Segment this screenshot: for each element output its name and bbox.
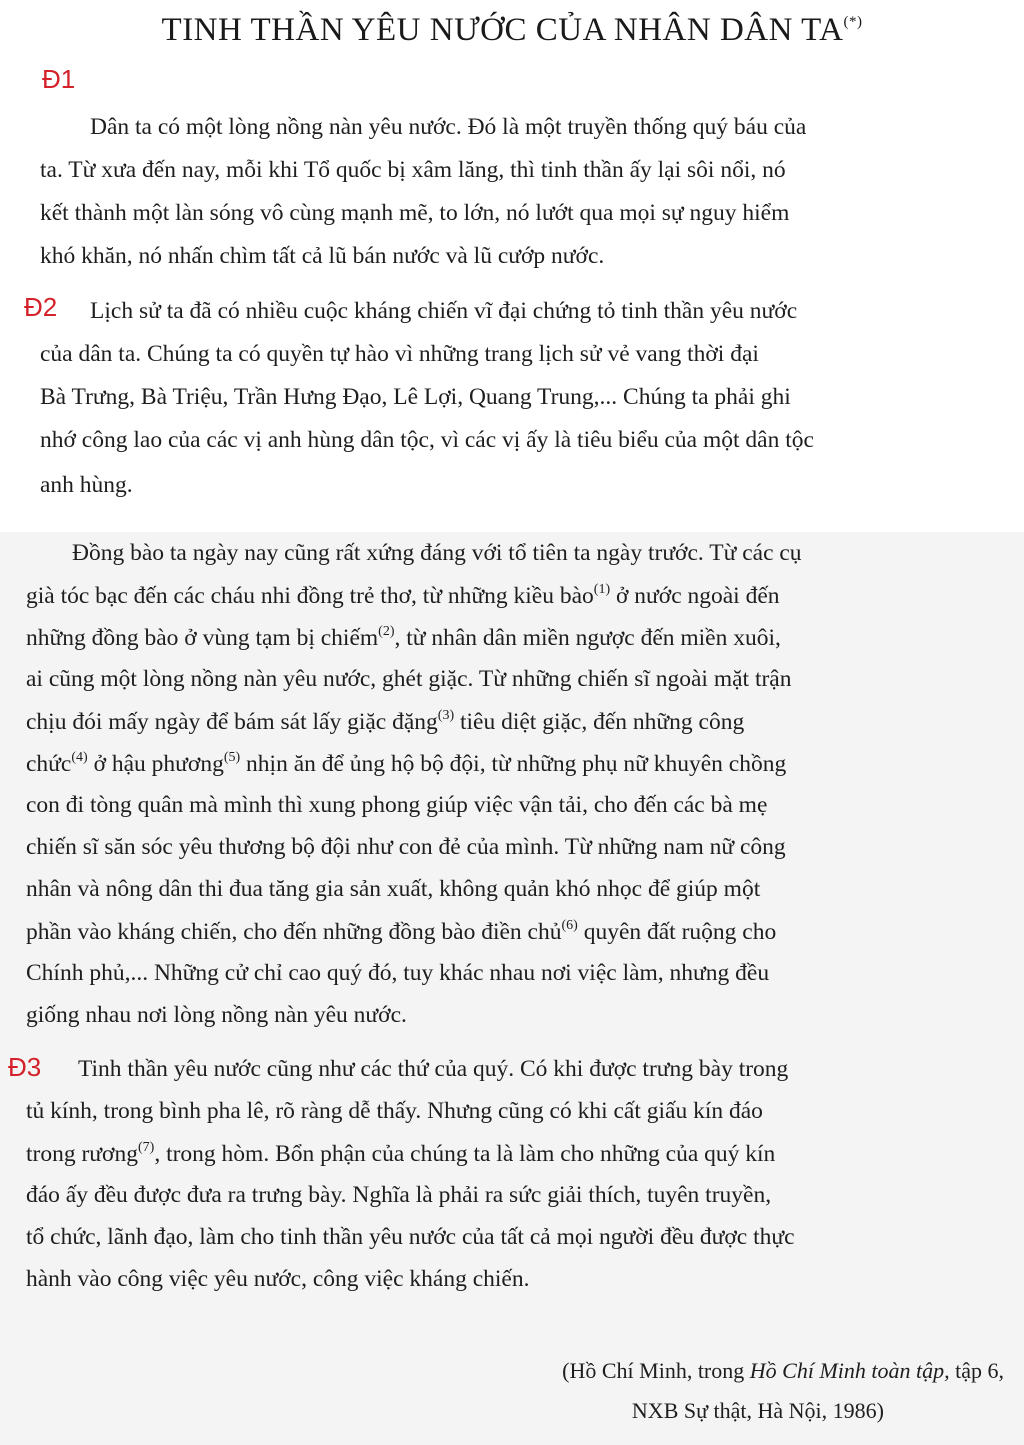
para2-line: nhớ công lao của các vị anh hùng dân tộc, vì các vị ấy là tiêu biểu của một dân tộc xyxy=(40,427,814,453)
para3-line: chịu đói mấy ngày để bám sát lấy giặc đặng$^{(3)}$ tiêu diệt giặc, đến những công xyxy=(26,708,745,735)
para4-line: tủ kính, trong bình pha lê, rõ ràng dễ thấy. Nhưng cũng có khi cất giấu kín đáo xyxy=(26,1098,763,1124)
para2-line: Bà Trưng, Bà Triệu, Trần Hưng Đạo, Lê Lợi, Quang Trung,... Chúng ta phải ghi xyxy=(40,384,791,410)
para1-line: khó khăn, nó nhấn chìm tất cả lũ bán nước và lũ cướp nước. xyxy=(40,243,605,269)
para3-line: chức$^{(4)}$ ở hậu phương$^{(5)}$ nhịn ăn để ủng hộ bộ đội, từ những phụ nữ khuyên chồng xyxy=(26,750,787,777)
footnote-6: (6) xyxy=(561,918,578,933)
para1-line: kết thành một làn sóng vô cùng mạnh mẽ, to lớn, nó lướt qua mọi sự nguy hiểm xyxy=(40,200,790,226)
para3-line: nhân và nông dân thi đua tăng gia sản xuất, không quản khó nhọc để giúp một xyxy=(26,876,761,902)
para3-line: giống nhau nơi lòng nồng nàn yêu nước. xyxy=(26,1002,407,1028)
para3-line: chiến sĩ săn sóc yêu thương bộ đội như con đẻ của mình. Từ những nam nữ công xyxy=(26,834,786,860)
para4-line: đáo ấy đều được đưa ra trưng bày. Nghĩa là phải ra sức giải thích, tuyên truyền, xyxy=(26,1182,772,1208)
footnote-2: (2) xyxy=(378,624,395,639)
footnote-1: (1) xyxy=(593,582,611,597)
para2-line: anh hùng. xyxy=(40,472,133,498)
para3-line: Chính phủ,... Những cử chỉ cao quý đó, tuy khác nhau nơi việc làm, nhưng đều xyxy=(26,960,770,986)
para2-line: Lịch sử ta đã có nhiều cuộc kháng chiến vĩ đại chứng tỏ tinh thần yêu nước xyxy=(90,298,798,324)
para3-line: phần vào kháng chiến, cho đến những đồng bào điền chủ$^{(6)}$ quyên đất ruộng cho xyxy=(26,918,777,945)
footnote-3: (3) xyxy=(437,708,455,723)
para3-line: con đi tòng quân mà mình thì xung phong giúp việc vận tải, cho đến các bà mẹ xyxy=(26,792,768,818)
title-footnote-mark: (*) xyxy=(843,14,863,30)
para3-line: Đồng bào ta ngày nay cũng rất xứng đáng với tổ tiên ta ngày trước. Từ các cụ xyxy=(72,540,802,566)
bottom-section xyxy=(0,532,1024,1445)
para1-line: ta. Từ xưa đến nay, mỗi khi Tổ quốc bị xâm lăng, thì tinh thần ấy lại sôi nổi, nó xyxy=(40,157,786,183)
marker-d2: Đ2 xyxy=(24,292,58,322)
footnote-7: (7) xyxy=(137,1140,155,1155)
para2-line: của dân ta. Chúng ta có quyền tự hào vì những trang lịch sử vẻ vang thời đại xyxy=(40,341,759,367)
marker-d3: Đ3 xyxy=(8,1052,42,1082)
para4-line: hành vào công việc yêu nước, công việc kháng chiến. xyxy=(26,1266,530,1292)
top-section xyxy=(0,100,1024,520)
footnote-4: (4) xyxy=(71,750,88,765)
para3-line: ai cũng một lòng nồng nàn yêu nước, ghét giặc. Từ những chiến sĩ ngoài mặt trận xyxy=(26,666,792,692)
para3-line: già tóc bạc đến các cháu nhi đồng trẻ thơ, từ những kiều bào$^{(1)}$ ở nước ngoài đến xyxy=(26,582,780,609)
para4-line: trong rương$^{(7)}$, trong hòm. Bổn phận của chúng ta là làm cho những của quý kín xyxy=(26,1140,776,1167)
citation-book-title: Hồ Chí Minh toàn tập, xyxy=(749,1358,950,1383)
marker-d1: Đ1 xyxy=(42,64,76,94)
citation-line-1: (Hồ Chí Minh, trong Hồ Chí Minh toàn tập, tập 6, xyxy=(562,1358,1004,1383)
para3-line: những đồng bào ở vùng tạm bị chiếm$^{(2)}$, từ nhân dân miền ngược đến miền xuôi, xyxy=(26,624,781,651)
citation-line-2: NXB Sự thật, Hà Nội, 1986) xyxy=(631,1398,884,1423)
para4-line: tổ chức, lãnh đạo, làm cho tinh thần yêu nước của tất cả mọi người đều được thực xyxy=(26,1224,795,1250)
footnote-5: (5) xyxy=(223,750,241,765)
para1-line: Dân ta có một lòng nồng nàn yêu nước. Đó là một truyền thống quý báu của xyxy=(90,114,807,140)
page-title: TINH THẦN YÊU NƯỚC CỦA NHÂN DÂN TA(*) xyxy=(161,12,863,48)
para4-line: Tinh thần yêu nước cũng như các thứ của quý. Có khi được trưng bày trong xyxy=(78,1056,789,1082)
